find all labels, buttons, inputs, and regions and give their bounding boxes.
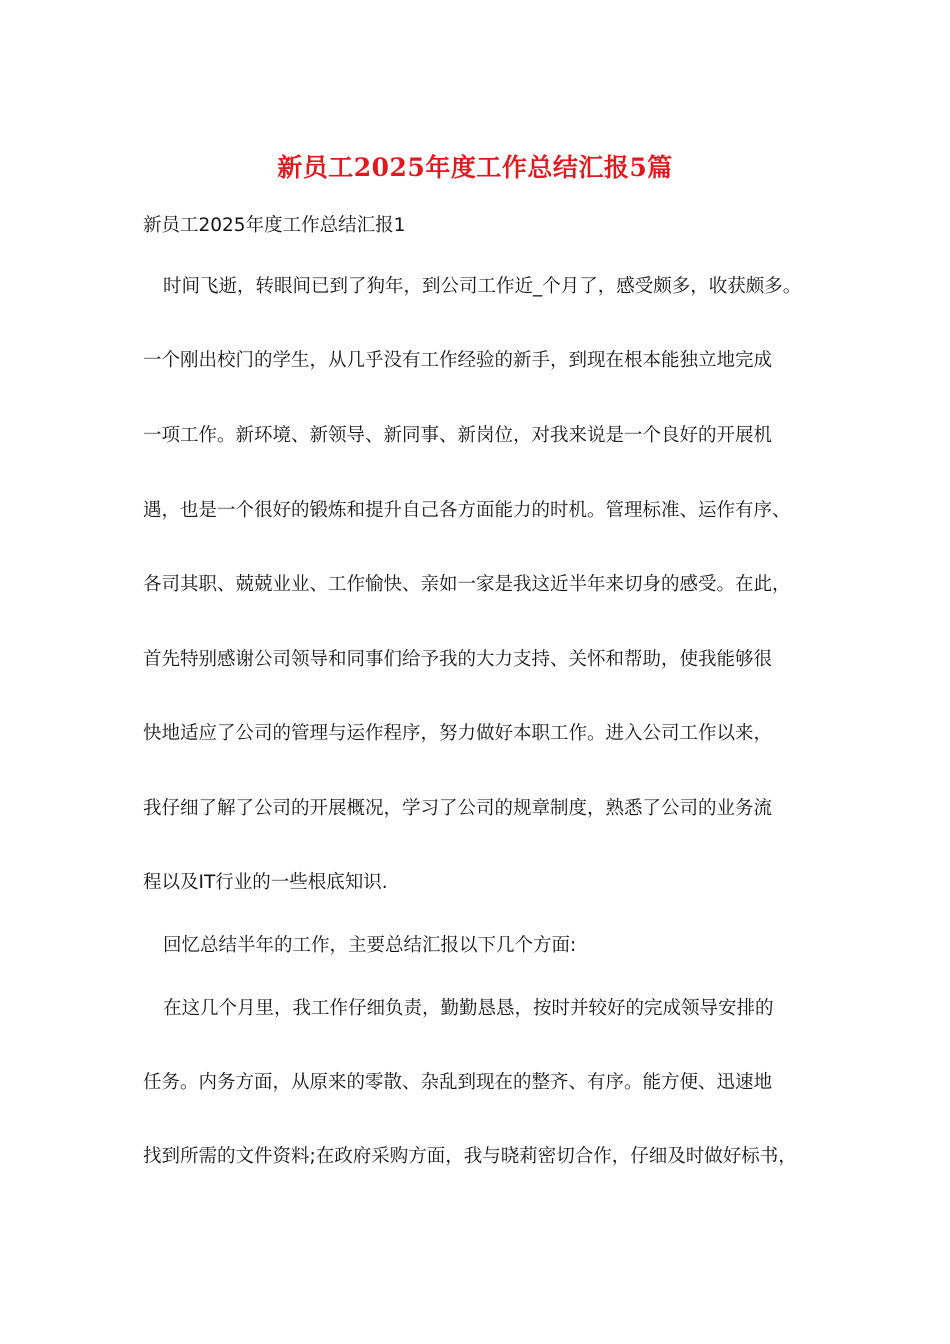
section-subtitle: 新员工2025年度工作总结汇报1 <box>143 215 406 236</box>
paragraph-line: 时间飞逝，转眼间已到了狗年，到公司工作近_个月了，感受颇多，收获颇多。 <box>163 276 802 297</box>
paragraph-line: 各司其职、兢兢业业、工作愉快、亲如一家是我这近半年来切身的感受。在此， <box>143 574 791 595</box>
paragraph-line: 一项工作。新环境、新领导、新同事、新岗位，对我来说是一个良好的开展机 <box>143 425 773 446</box>
paragraph-line: 我仔细了解了公司的开展概况，学习了公司的规章制度，熟悉了公司的业务流 <box>143 798 773 819</box>
document-title: 新员工2025年度工作总结汇报5篇 <box>277 153 673 182</box>
paragraph-line: 找到所需的文件资料;在政府采购方面，我与晓莉密切合作，仔细及时做好标书， <box>143 1146 797 1167</box>
paragraph-line: 回忆总结半年的工作，主要总结汇报以下几个方面: <box>163 935 577 956</box>
paragraph-line: 任务。内务方面，从原来的零散、杂乱到现在的整齐、有序。能方便、迅速地 <box>143 1072 773 1093</box>
paragraph-line: 一个刚出校门的学生，从几乎没有工作经验的新手，到现在根本能独立地完成 <box>143 350 773 371</box>
paragraph-line: 遇，也是一个很好的锻炼和提升自己各方面能力的时机。管理标准、运作有序、 <box>143 500 791 521</box>
paragraph-line: 首先特别感谢公司领导和同事们给予我的大力支持、关怀和帮助，使我能够很 <box>143 649 773 670</box>
paragraph-line: 快地适应了公司的管理与运作程序，努力做好本职工作。进入公司工作以来， <box>143 723 773 744</box>
paragraph-line: 在这几个月里，我工作仔细负责，勤勤恳恳，按时并较好的完成领导安排的 <box>163 998 774 1019</box>
paragraph-line: 程以及IT行业的一些根底知识. <box>143 872 388 893</box>
